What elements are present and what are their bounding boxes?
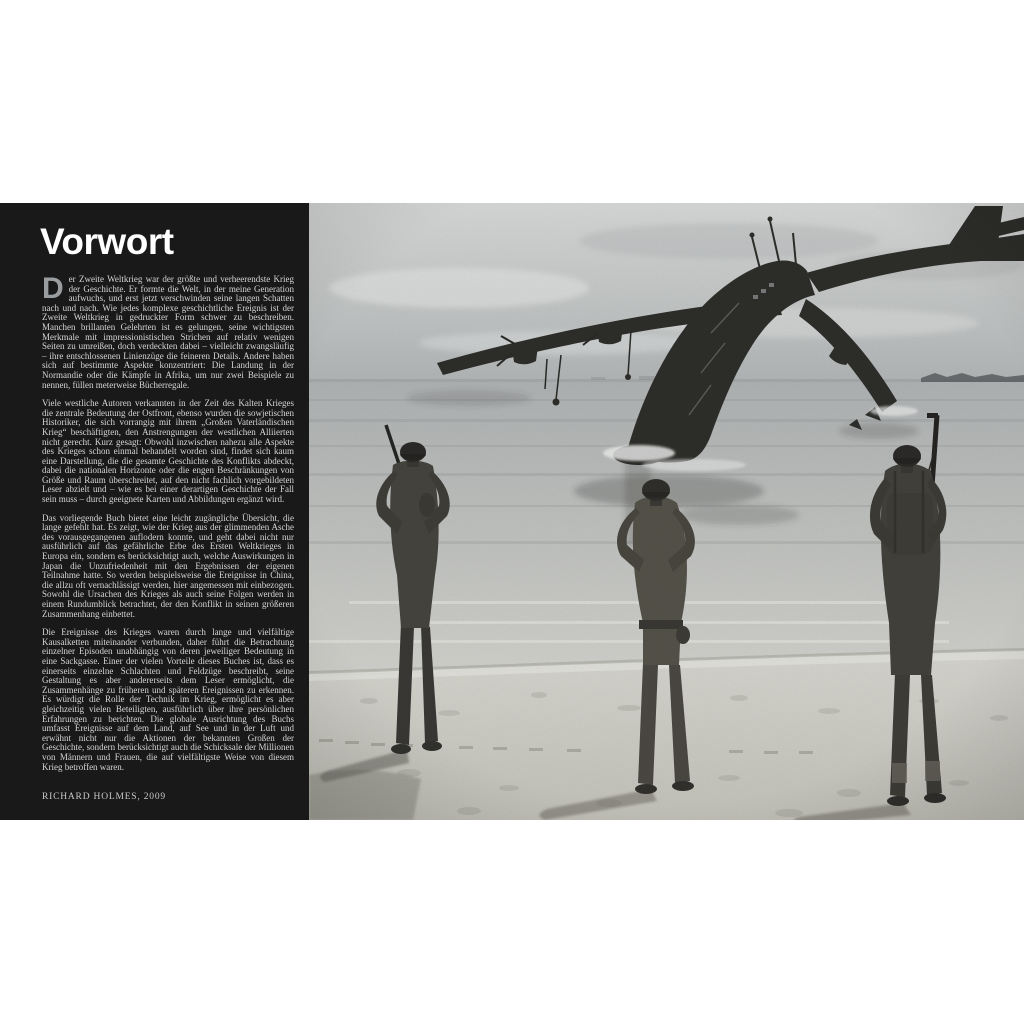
preface-paragraph-4: Die Ereignisse des Krieges waren durch lange und vielfältige Kausalketten miteinander verbunden, daher führt die Betrachtung einzelner Episoden unabhängig von deren jeweiliger Bedeutung in eine Sackgasse. Einer der vielen Vorteile dieses Buches ist, dass es einerseits einzelne Schlachten und Feldzüge beschreibt, seine Gestaltung es aber andererseits dem Leser ermöglicht, die Zusammenhänge zu früheren und späteren Ereignissen zu erkennen. Es würdigt die Rolle der Technik im Krieg, ermöglicht es aber gleichzeitig vielen Beteiligten, ausführlich über ihre persönlichen Erfahrungen zu berichten. Die globale Ausrichtung des Buchs umfasst Ereignisse auf dem Land, auf See und in der Luft und erwähnt nicht nur die Aktionen der bekannten Großen der Geschichte, sondern berücksichtigt auch die Schicksale der Millionen von Männern und Frauen, die auf vielfältigste Weise von diesem Krieg betroffen waren. (42, 627, 294, 772)
preface-panel (0, 203, 309, 820)
photo-wrecked-seaplane (309, 203, 1024, 820)
preface-paragraph-3: Das vorliegende Buch bietet eine leicht zugängliche Übersicht, die lange gefehlt hat. Es zeigt, wie der Krieg aus der glimmenden Asche des vorausgegangenen auflodern konnte, und geht dabei nicht nur ausführlich auf das gefährliche Erbe des Ersten Weltkrieges in Europa ein, sondern es berücksichtigt auch, welche Auswirkungen in Japan die Unzufriedenheit mit den Ergebnissen der eigenen Teilnahme hatte. So werden beispielsweise die Ereignisse in China, die allzu oft vernachlässigt werden, hier angemessen mit einbezogen. Sowohl die Ursachen des Krieges als auch seine Folgen werden in einem Rundumblick betrachtet, der den Konflikt in seinen größeren Zusammenhang einbettet. (42, 512, 294, 619)
page-title: Vorwort (40, 221, 174, 262)
preface-paragraph-2: Viele westliche Autoren verkannten in der Zeit des Kalten Krieges die zentrale Bedeutung der Ostfront, ebenso wurden die sowjetischen Historiker, die sich vorrangig mit ihrem „Großen Vaterländischen Krieg“ beschäftigten, den Anstrengungen der westlichen Alliierten nicht gerecht. Kurz gesagt: Obwohl inzwischen nahezu alle Aspekte des Krieges schon einmal behandelt worden sind, findet sich kaum eine Darstellung, die die gesamte Geschichte des Konflikts abdeckt, dabei die nationalen Horizonte oder die engen Beschränkungen von Größe und Raum überschreitet, auf den nicht fachlich vorgebildeten Leser abzielt und – wie es bei einer derartigen Geschichte der Fall sein muss – durch geeignete Karten und Abbildungen ergänzt wird. (42, 398, 294, 505)
preface-photo (309, 203, 1024, 820)
drop-cap: D (42, 272, 64, 305)
film-grain (309, 203, 1024, 820)
preface-paragraph-1-text: er Zweite Weltkrieg war der größte und verheerendste Krieg der Geschichte. Er formte die Welt, in der meine Generation aufwuchs, und erst jetzt verschwinden seine langen Schatten nach und nach. Wie jedes komplexe geschichtliche Ereignis ist der Zweite Weltkrieg in gedruckter Form schwer zu beschreiben. Manchen brillanten Gelehrten ist es gelungen, seine wichtigsten Merkmale mit impressionistischen Strichen auf relativ wenigen Seiten zu umreißen, doch verdeckten dabei – vielleicht zwangsläufig – ihre entschlossenen Linienzüge die feineren Details. Andere haben sich auf bestimmte Aspekte konzentriert: Die Landung in der Normandie oder die Kämpfe in Afrika, um nur zwei Beispiele zu nennen, füllen meterweise Bücherregale. (42, 274, 294, 390)
book-page (0, 203, 1024, 820)
author-signature: RICHARD HOLMES, 2009 (42, 792, 166, 803)
preface-paragraph-1 (42, 272, 294, 390)
